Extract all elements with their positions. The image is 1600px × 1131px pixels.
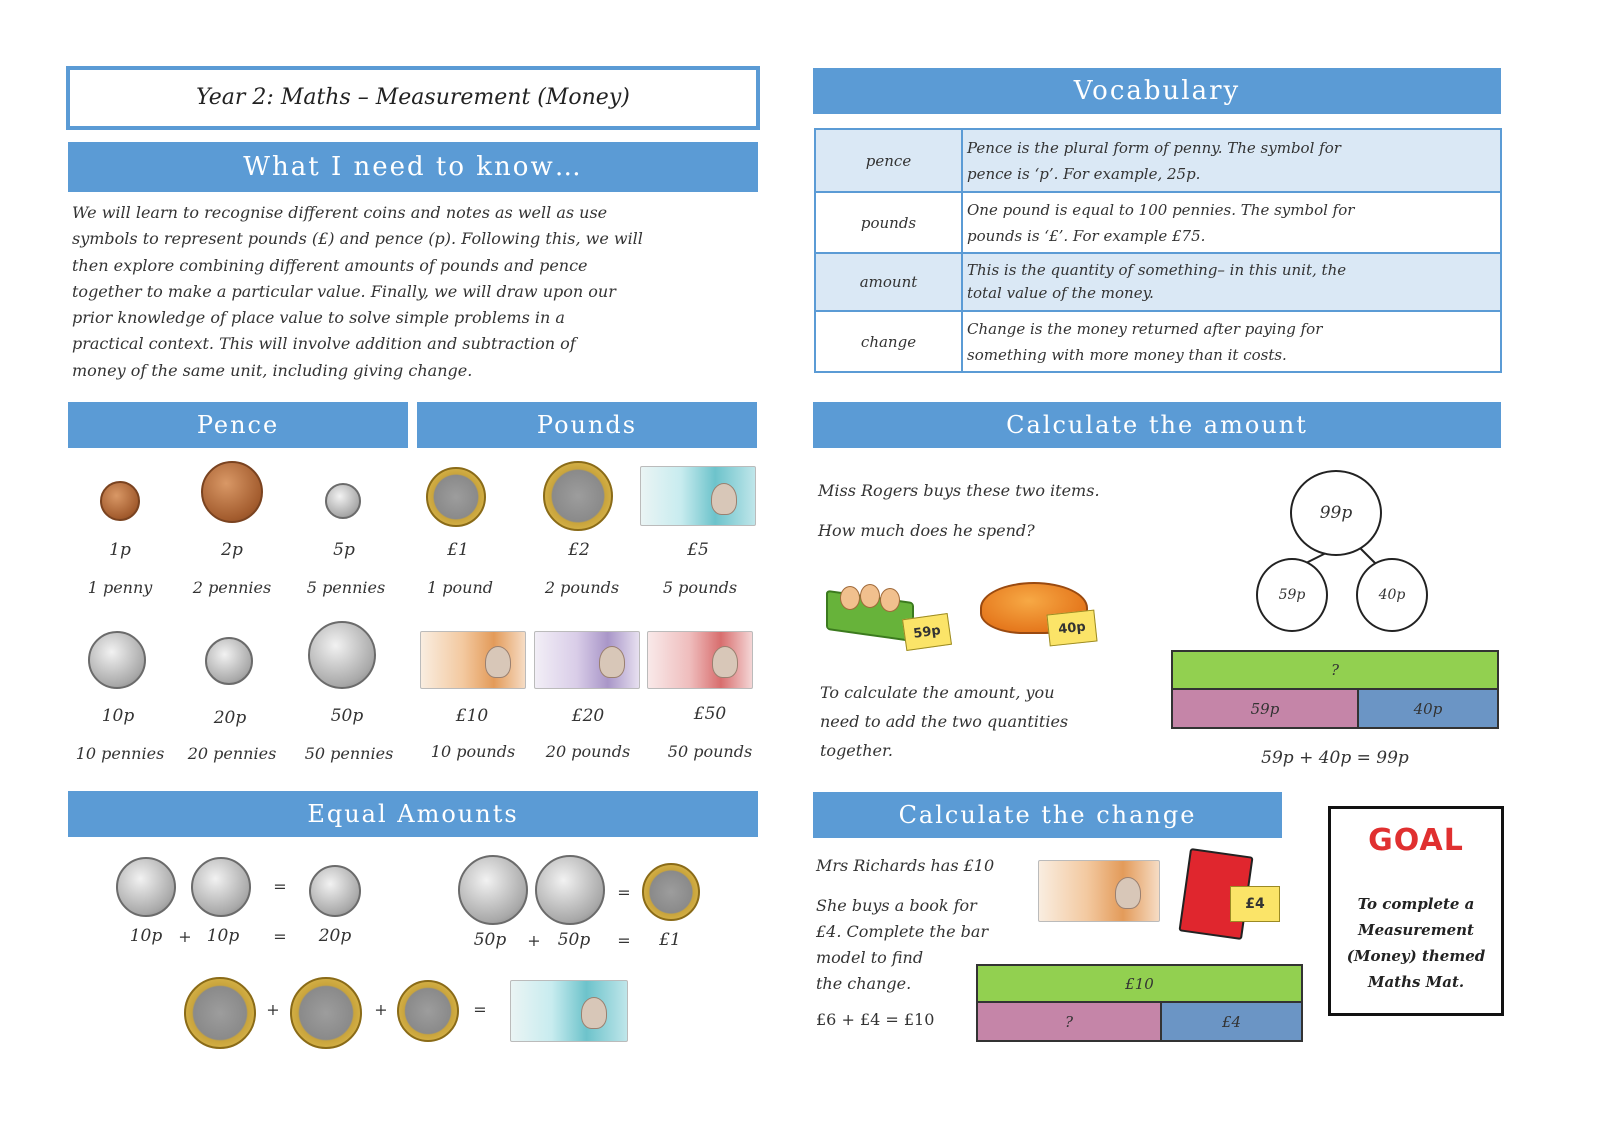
twenty-pound-note-icon (534, 631, 640, 689)
text-line: Maths Mat. (1367, 973, 1465, 991)
ten-pound-note-icon (1038, 860, 1160, 922)
equal-value: 50p (557, 930, 591, 950)
coin-value: 10p (101, 706, 135, 726)
text-line: together. (820, 741, 893, 760)
vocab-row (815, 192, 1501, 253)
coin-name: 1 penny (87, 578, 153, 597)
change-text (816, 893, 988, 997)
text-line: To complete a (1357, 895, 1475, 913)
ten-pence-coin-icon (191, 857, 251, 917)
twenty-pence-coin-icon (205, 637, 253, 685)
vocab-definition (962, 192, 1501, 253)
whole-circle: 99p (1290, 470, 1382, 556)
definition-line: total value of the money. (967, 284, 1154, 302)
coin-value: 5p (333, 540, 355, 560)
ten-pound-note-icon (420, 631, 526, 689)
vocab-definition (962, 129, 1501, 192)
goal-text (1331, 891, 1501, 995)
pound-value: £2 (568, 540, 590, 560)
equal-value: £1 (659, 930, 681, 950)
coin-name: 20 pennies (187, 744, 277, 763)
text-line: money of the same unit, including giving change. (72, 360, 473, 380)
text-line: Measurement (1358, 921, 1474, 939)
equals-sign: = (473, 1000, 487, 1019)
text-line: together to make a particular value. Finally, we will draw upon our (72, 281, 616, 301)
equal-value: 50p (473, 930, 507, 950)
pound-value: £10 (455, 706, 489, 726)
text-line: then explore combining different amounts of pounds and pence (72, 255, 588, 275)
text-line: symbols to represent pounds (£) and pence (p). Following this, we will (72, 229, 643, 249)
amount-explanation (820, 678, 1068, 765)
egg-box-icon (826, 578, 910, 638)
equals-sign: = (617, 883, 631, 902)
text-line: need to add the two quantities (820, 712, 1069, 731)
vocab-row (815, 253, 1501, 311)
goal-logo: GOAL (1368, 823, 1464, 858)
two-pound-coin-icon (543, 461, 613, 531)
bar-part-value: 59p (1173, 690, 1359, 727)
vocabulary-heading: Vocabulary (813, 68, 1501, 114)
book-price-tag: £4 (1230, 886, 1280, 922)
twenty-pence-coin-icon (309, 865, 361, 917)
vocab-term: change (815, 311, 962, 372)
fifty-pence-coin-icon (308, 621, 376, 689)
coin-value: 50p (330, 706, 364, 726)
amount-question: Miss Rogers buys these two items. (818, 481, 1100, 500)
one-pound-coin-icon (426, 467, 486, 527)
pence-heading: Pence (68, 402, 408, 448)
text-line: She buys a book for (816, 896, 977, 915)
definition-line: Change is the money returned after paying for (967, 319, 1323, 338)
vocab-row (815, 129, 1501, 192)
pound-name: 2 pounds (544, 578, 620, 597)
fifty-pence-coin-icon (458, 855, 528, 925)
need-to-know-heading: What I need to know… (68, 142, 758, 192)
pound-value: £5 (687, 540, 709, 560)
definition-line: pounds is ‘£’. For example £75. (967, 226, 1206, 245)
equal-value: 10p (129, 926, 163, 946)
change-equation: £6 + £4 = £10 (816, 1010, 935, 1029)
goal-box (1328, 806, 1504, 1016)
vocab-definition (962, 253, 1501, 311)
equals-sign: = (273, 927, 287, 946)
amount-question: How much does he spend? (818, 521, 1035, 540)
one-penny-coin-icon (100, 481, 140, 521)
ten-pence-coin-icon (116, 857, 176, 917)
page-title: Year 2: Maths – Measurement (Money) (196, 85, 630, 110)
bar-part-value: £4 (1162, 1003, 1301, 1040)
plus-sign: + (178, 927, 192, 946)
pound-value: £20 (571, 706, 605, 726)
two-pound-coin-icon (184, 977, 256, 1049)
coin-value: 1p (109, 540, 131, 560)
coin-name: 5 pennies (306, 578, 386, 597)
text-line: £4. Complete the bar (816, 922, 989, 941)
two-pound-coin-icon (290, 977, 362, 1049)
bar-whole-value: ? (1173, 652, 1497, 688)
definition-line: pence is ‘p’. For example, 25p. (967, 164, 1201, 183)
pound-name: 5 pounds (662, 578, 738, 597)
vocabulary-table (814, 128, 1502, 373)
two-pence-coin-icon (201, 461, 263, 523)
one-pound-coin-icon (397, 980, 459, 1042)
bar-whole-value: £10 (978, 966, 1301, 1001)
pound-value: £50 (693, 704, 727, 724)
vocab-row (815, 311, 1501, 372)
plus-sign: + (374, 1000, 388, 1019)
vocab-definition (962, 311, 1501, 372)
vocab-term: pence (815, 129, 962, 192)
bar-part-value: ? (978, 1003, 1162, 1040)
pounds-heading: Pounds (417, 402, 757, 448)
equals-sign: = (273, 877, 287, 896)
equal-value: 20p (318, 926, 352, 946)
bread-price-tag: 40p (1046, 610, 1097, 647)
plus-sign: + (266, 1000, 280, 1019)
equals-sign: = (617, 931, 631, 950)
definition-line: Pence is the plural form of penny. The symbol for (967, 138, 1341, 157)
pound-name: 1 pound (427, 578, 493, 597)
vocab-term: pounds (815, 192, 962, 253)
change-intro: Mrs Richards has £10 (816, 856, 995, 875)
fifty-pence-coin-icon (535, 855, 605, 925)
definition-line: One pound is equal to 100 pennies. The symbol for (967, 200, 1355, 219)
bar-model-whole (976, 964, 1303, 1003)
text-line: model to find (816, 948, 924, 967)
text-line: prior knowledge of place value to solve simple problems in a (72, 308, 565, 328)
pound-name: 20 pounds (545, 742, 631, 761)
text-line: the change. (816, 974, 912, 993)
amount-equation: 59p + 40p = 99p (1261, 748, 1409, 768)
bar-model-whole (1171, 650, 1499, 690)
text-line: (Money) themed (1346, 947, 1486, 965)
text-line: To calculate the amount, you (820, 683, 1055, 702)
pound-value: £1 (447, 540, 469, 560)
vocab-term: amount (815, 253, 962, 311)
five-pence-coin-icon (325, 483, 361, 519)
coin-name: 50 pennies (304, 744, 394, 763)
need-to-know-text (72, 200, 762, 384)
plus-sign: + (527, 931, 541, 950)
calculate-change-heading: Calculate the change (813, 792, 1282, 838)
definition-line: something with more money than it costs. (967, 345, 1287, 364)
calculate-amount-heading: Calculate the amount (813, 402, 1501, 448)
definition-line: This is the quantity of something– in this unit, the (967, 261, 1347, 279)
equal-value: 10p (206, 926, 240, 946)
eggs-price-tag: 59p (902, 613, 952, 651)
coin-name: 2 pennies (192, 578, 272, 597)
one-pound-coin-icon (642, 863, 700, 921)
title-box (66, 66, 760, 130)
part-circle: 40p (1356, 558, 1428, 632)
bar-model-parts (1171, 688, 1499, 729)
pound-name: 50 pounds (667, 742, 753, 761)
equal-amounts-heading: Equal Amounts (68, 791, 758, 837)
bar-part-value: 40p (1359, 690, 1497, 727)
text-line: We will learn to recognise different coins and notes as well as use (72, 203, 608, 222)
five-pound-note-icon (510, 980, 628, 1042)
bar-model-parts (976, 1001, 1303, 1042)
coin-value: 2p (221, 540, 243, 560)
coin-value: 20p (213, 708, 247, 728)
text-line: practical context. This will involve addition and subtraction of (72, 334, 576, 354)
pound-name: 10 pounds (430, 742, 516, 761)
part-circle: 59p (1256, 558, 1328, 632)
fifty-pound-note-icon (647, 631, 753, 689)
coin-name: 10 pennies (75, 744, 165, 763)
ten-pence-coin-icon (88, 631, 146, 689)
five-pound-note-icon (640, 466, 756, 526)
